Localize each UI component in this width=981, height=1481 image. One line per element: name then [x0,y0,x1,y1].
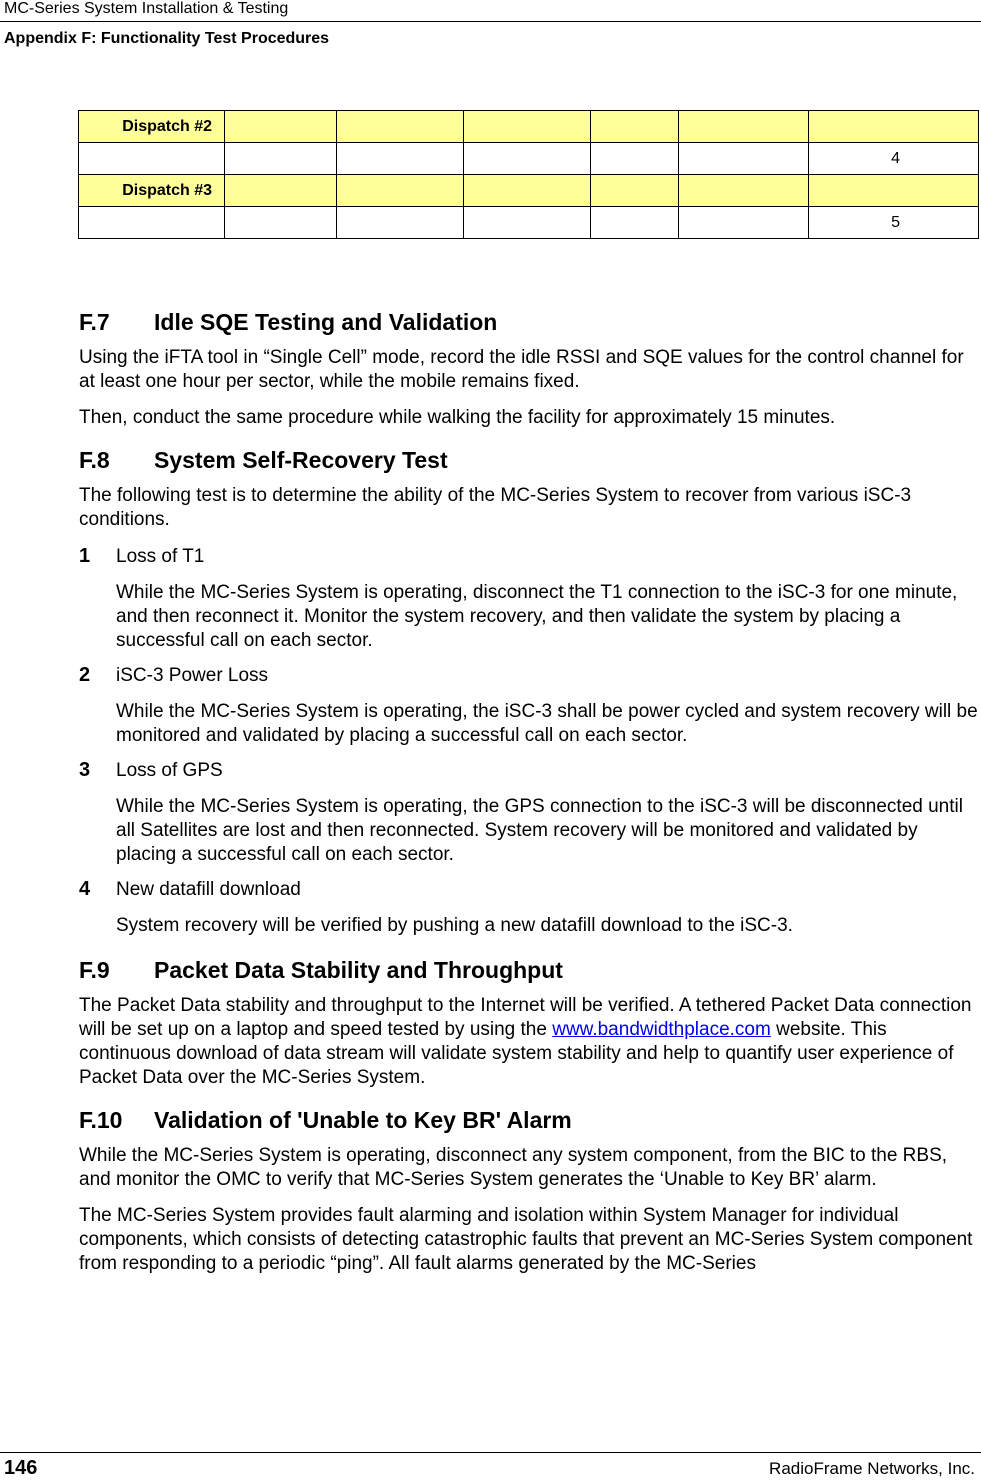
list-item-title: New datafill download [116,879,301,900]
list-item-body: While the MC-Series System is operating, the iSC-3 shall be power cycled and system recovery will be monitored and validated by placing a successful call on each sector. [116,701,978,746]
list-item-title: Loss of GPS [116,760,223,781]
section-title: Validation of 'Unable to Key BR' Alarm [154,1107,572,1133]
paragraph: The following test is to determine the ability of the MC-Series System to recover from various iSC-3 conditions. [79,485,912,530]
paragraph: The MC-Series System provides fault alarming and isolation within System Manager for individual components, which consists of detecting catastrophic faults that prevent an MC-Series System component from responding to a periodic “ping”. All fault alarms generated by the MC-Series [79,1205,973,1274]
section-heading-f8 [79,446,979,474]
table-cell-value: 4 [809,143,979,175]
table-row-label [79,207,225,239]
section-number: F.10 [79,1107,123,1133]
list-item [79,758,979,867]
paragraph: While the MC-Series System is operating, disconnect any system component, from the BIC to the RBS, and monitor the OMC to verify that MC-Series System generates the ‘Unable to Key BR’ alarm. [79,1145,948,1190]
header-rule [0,21,981,22]
list-item-number: 3 [79,759,91,781]
section-number: F.8 [79,447,110,473]
section-heading-f10 [79,1106,979,1134]
list-item-number: 1 [79,545,91,567]
list-item-number: 2 [79,664,91,686]
list-item-body: System recovery will be verified by pushing a new datafill download to the iSC-3. [116,915,793,936]
section-number: F.7 [79,309,110,335]
list-item [79,544,979,653]
list-item-title: iSC-3 Power Loss [116,665,269,686]
list-item [79,877,979,938]
paragraph-text: website. This continuous download of data stream will validate system stability and help to quantify user experience of Packet Data over the MC-Series System. [79,1019,954,1088]
section-title: System Self-Recovery Test [154,447,448,473]
page-number: 146 [4,1457,38,1479]
section-number: F.9 [79,957,110,983]
paragraph-text: The Packet Data stability and throughput to the Internet will be verified. A tethered Packet Data connection will be set up on a laptop and speed tested by using the [79,995,972,1040]
table-row [79,143,979,175]
list-item-title: Loss of T1 [116,546,205,567]
document-body [79,300,979,1288]
table-cell-value [809,111,979,143]
paragraph: Then, conduct the same procedure while walking the facility for approximately 15 minutes. [79,407,836,428]
paragraph [79,994,979,1090]
list-item [79,663,979,748]
section-heading-f7 [79,308,979,336]
section-title: Packet Data Stability and Throughput [154,957,563,983]
table-row [79,111,979,143]
footer-rule [0,1452,981,1453]
table-row-label: Dispatch #2 [79,111,225,143]
running-header-title: MC-Series System Installation & Testing [4,0,289,17]
list-item-body: While the MC-Series System is operating, disconnect the T1 connection to the iSC-3 for one minute, and then reconnect it. Monitor the system recovery, and then validate the system by placing a successful call on each sector. [116,582,958,651]
table-cell-value: 5 [809,207,979,239]
section-heading-f9 [79,956,979,984]
list-item-body: While the MC-Series System is operating, the GPS connection to the iSC-3 will be disconnected until all Satellites are lost and then reconnected. System recovery will be monitored and validated by placing a successful call on each sector. [116,796,963,865]
table-row-label [79,143,225,175]
table-cell-value [809,175,979,207]
company-name: RadioFrame Networks, Inc. [769,1459,975,1478]
list-item-number: 4 [79,878,91,900]
bandwidthplace-link[interactable]: www.bandwidthplace.com [552,1019,771,1040]
table-row [79,207,979,239]
section-title: Idle SQE Testing and Validation [154,309,498,335]
running-header-subtitle: Appendix F: Functionality Test Procedures [4,30,330,47]
table-row-label: Dispatch #3 [79,175,225,207]
table-row [79,175,979,207]
paragraph: Using the iFTA tool in “Single Cell” mode, record the idle RSSI and SQE values for the control channel for at least one hour per sector, while the mobile remains fixed. [79,347,964,392]
dispatch-table [78,110,979,239]
